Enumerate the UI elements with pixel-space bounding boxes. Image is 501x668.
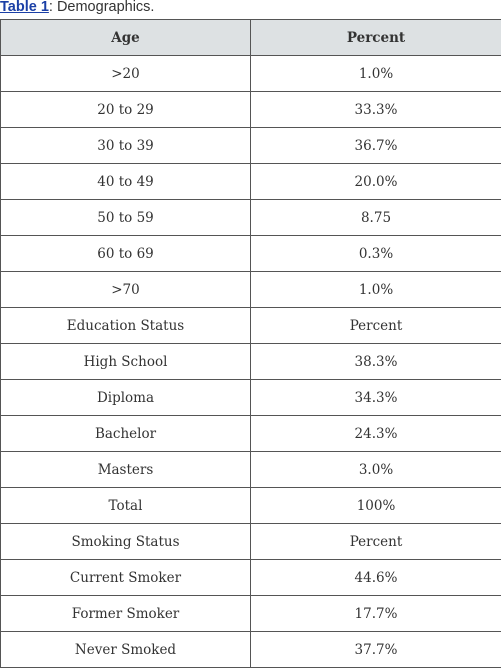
- row-label: 30 to 39: [1, 128, 251, 164]
- row-value: 36.7%: [251, 128, 501, 164]
- row-value: 1.0%: [251, 56, 501, 92]
- demographics-table: [0, 19, 501, 668]
- table-row: [1, 344, 501, 380]
- table-row: [1, 560, 501, 596]
- row-value: 20.0%: [251, 164, 501, 200]
- row-value: 33.3%: [251, 92, 501, 128]
- row-label: 50 to 59: [1, 200, 251, 236]
- row-value: 8.75: [251, 200, 501, 236]
- row-value: 37.7%: [251, 632, 501, 668]
- table-row: [1, 632, 501, 668]
- row-value: 0.3%: [251, 236, 501, 272]
- row-value: 3.0%: [251, 452, 501, 488]
- row-label: 60 to 69: [1, 236, 251, 272]
- table-row: [1, 164, 501, 200]
- row-label: Bachelor: [1, 416, 251, 452]
- row-value: 1.0%: [251, 272, 501, 308]
- header-age: Age: [1, 20, 251, 56]
- table-row: [1, 380, 501, 416]
- row-label: Masters: [1, 452, 251, 488]
- table-row: [1, 92, 501, 128]
- table-row: [1, 56, 501, 92]
- row-label: 20 to 29: [1, 92, 251, 128]
- row-value: 38.3%: [251, 344, 501, 380]
- table-header-row: [1, 20, 501, 56]
- row-value: 34.3%: [251, 380, 501, 416]
- table-caption: [0, 0, 154, 18]
- row-label: Total: [1, 488, 251, 524]
- row-label: >70: [1, 272, 251, 308]
- caption-text: : Demographics.: [48, 0, 155, 15]
- section-header-row: [1, 308, 501, 344]
- row-label: High School: [1, 344, 251, 380]
- row-label: Education Status: [1, 308, 251, 344]
- table-row: [1, 272, 501, 308]
- row-value: 100%: [251, 488, 501, 524]
- row-label: >20: [1, 56, 251, 92]
- row-label: Smoking Status: [1, 524, 251, 560]
- row-label: Current Smoker: [1, 560, 251, 596]
- table-row: [1, 128, 501, 164]
- table-row: [1, 596, 501, 632]
- row-value: Percent: [251, 524, 501, 560]
- table-row: [1, 416, 501, 452]
- row-label: Diploma: [1, 380, 251, 416]
- row-label: Never Smoked: [1, 632, 251, 668]
- table-row: [1, 200, 501, 236]
- section-header-row: [1, 524, 501, 560]
- row-label: 40 to 49: [1, 164, 251, 200]
- row-value: 17.7%: [251, 596, 501, 632]
- row-label: Former Smoker: [1, 596, 251, 632]
- row-value: 44.6%: [251, 560, 501, 596]
- row-value: Percent: [251, 308, 501, 344]
- header-percent: Percent: [251, 20, 501, 56]
- table-row: [1, 236, 501, 272]
- total-row: [1, 488, 501, 524]
- row-value: 24.3%: [251, 416, 501, 452]
- table-1-link[interactable]: Table 1: [0, 0, 49, 15]
- table-row: [1, 452, 501, 488]
